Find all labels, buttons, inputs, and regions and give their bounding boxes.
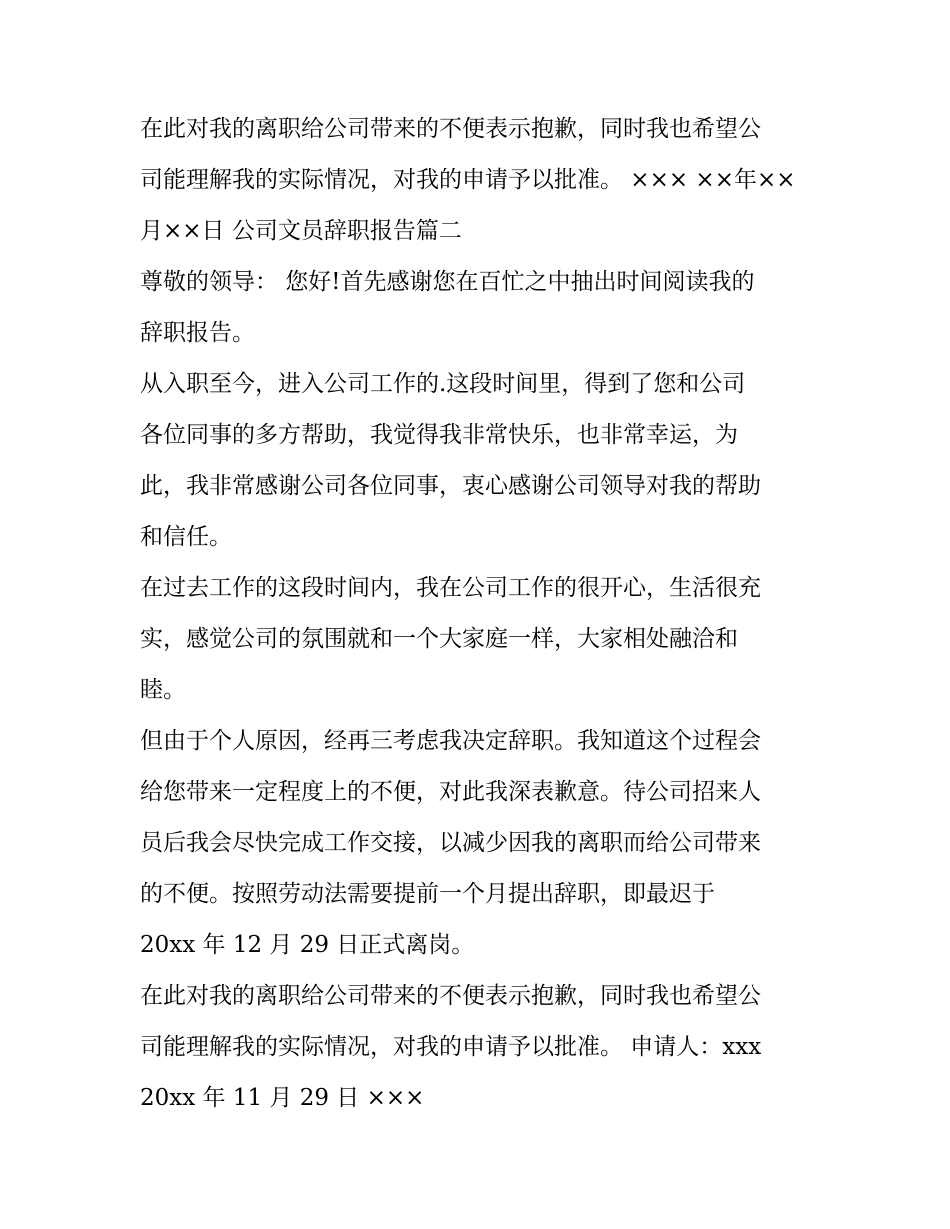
text-line: 给您带来一定程度上的不便，对此我深表歉意。待公司招来人 <box>140 779 761 805</box>
text-line: 月××日 公司文员辞职报告篇二 <box>140 218 462 244</box>
text-line: 20xx 年 12 月 29 日正式离岗。 <box>140 932 475 958</box>
text-line: 在此对我的离职给公司带来的不便表示抱歉，同时我也希望公 <box>140 116 761 142</box>
text-line: 此，我非常感谢公司各位同事，衷心感谢公司领导对我的帮助 <box>140 473 761 499</box>
text-line: 各位同事的多方帮助，我觉得我非常快乐，也非常幸运，为 <box>140 422 738 448</box>
text-line: 司能理解我的实际情况，对我的申请予以批准。 申请人：xxx <box>140 1034 762 1060</box>
text-line: 睦。 <box>140 677 186 703</box>
text-line: 司能理解我的实际情况，对我的申请予以批准。 ××× ××年×× <box>140 167 796 193</box>
text-line: 在过去工作的这段时间内，我在公司工作的很开心，生活很充 <box>140 575 761 601</box>
text-line: 在此对我的离职给公司带来的不便表示抱歉，同时我也希望公 <box>140 983 761 1009</box>
text-line: 员后我会尽快完成工作交接，以减少因我的离职而给公司带来 <box>140 830 761 856</box>
text-line: 20xx 年 11 月 29 日 ××× <box>140 1085 425 1111</box>
text-line: 辞职报告。 <box>140 320 255 346</box>
text-line: 从入职至今，进入公司工作的.这段时间里，得到了您和公司 <box>140 371 746 397</box>
text-line: 实，感觉公司的氛围就和一个大家庭一样，大家相处融洽和 <box>140 626 738 652</box>
text-line: 的不便。按照劳动法需要提前一个月提出辞职，即最迟于 <box>140 881 715 907</box>
text-line: 尊敬的领导： 您好!首先感谢您在百忙之中抽出时间阅读我的 <box>140 269 755 295</box>
text-line: 和信任。 <box>140 524 232 550</box>
text-line: 但由于个人原因，经再三考虑我决定辞职。我知道这个过程会 <box>140 728 761 754</box>
